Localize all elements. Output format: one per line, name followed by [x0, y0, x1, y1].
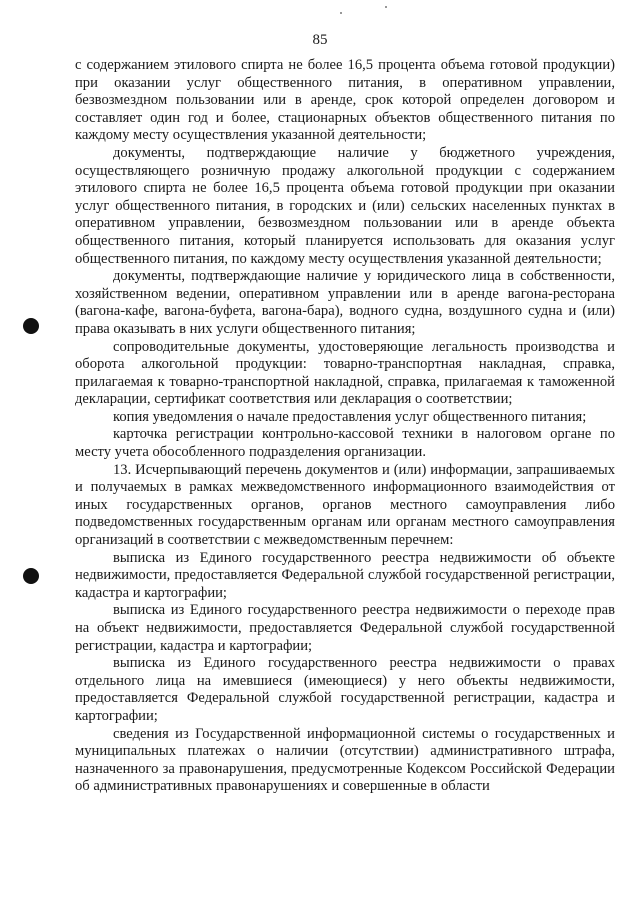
- paragraph: сопроводительные документы, удостоверяющие легальность производства и оборота алкогольной продукции: товарно-транспортная накладная, справка, прилагаемая к товарно-транспортной накладной, справка, прилагаемая к таможенной декларации, сертификат соответствия или декларация о соответствии;: [75, 338, 615, 408]
- paragraph: выписка из Единого государственного реестра недвижимости об объекте недвижимости, предоставляется Федеральной службой государственной регистрации, кадастра и картографии;: [75, 549, 615, 601]
- paragraph: выписка из Единого государственного реестра недвижимости о правах отдельного лица на имевшиеся (имеющиеся) у него объекты недвижимости, предоставляется Федеральной службой государственной регистрации, кадастра и картографии;: [75, 655, 615, 724]
- page-number: 85: [312, 32, 328, 48]
- paragraph: документы, подтверждающие наличие у юридического лица в собственности, хозяйственном ведении, оперативном управлении или в аренде вагона-ресторана (вагона-кафе, вагона-буфета, вагона-бара), водного судна, воздушного судна и (или) права оказывать в них услуги общественного питания;: [75, 268, 615, 337]
- paragraph: 13. Исчерпывающий перечень документов и (или) информации, запрашиваемых и получаемых в рамках межведомственного информационного взаимодействия от иных государственных органов, органов местного самоуправления либо подведомственных государственным органам или органам местного самоуправления организаций в соответствии с межведомственным перечнем:: [75, 461, 615, 549]
- punch-hole-bottom: [23, 568, 39, 584]
- paragraph: документы, подтверждающие наличие у бюджетного учреждения, осуществляющего розничную продажу алкогольной продукции с содержанием этилового спирта не более 16,5 процента объема готовой продукции при оказании услуг общественного питания, в городских и (или) сельских населенных пунктах в оперативном управлении, безвозмездном пользовании или в аренде объекта общественного питания, который планируется использовать для оказания услуг общественного питания, по каждому месту осуществления указанной деятельности;: [75, 144, 615, 267]
- punch-hole-top: [23, 318, 39, 334]
- paragraph: с содержанием этилового спирта не более 16,5 процента объема готовой продукции) при оказании услуг общественного питания, в оперативном управлении, безвозмездном пользовании или в аренде, срок которой определен договором и составляет один год и более, стационарных объектов общественного питания по каждому месту осуществления указанной деятельности;: [75, 57, 615, 144]
- paragraph: копия уведомления о начале предоставления услуг общественного питания;: [113, 408, 587, 425]
- paragraph: сведения из Государственной информационной системы о государственных и муниципальных платежах о наличии (отсутствии) административного штрафа, назначенного за правонарушения, предусмотренные Кодексом Российской Федерации об административных правонарушениях и совершенные в области: [75, 725, 615, 795]
- paragraph: выписка из Единого государственного реестра недвижимости о переходе прав на объект недвижимости, предоставляется Федеральной службой государственной регистрации, кадастра и картографии;: [75, 602, 615, 654]
- paragraph: карточка регистрации контрольно-кассовой техники в налоговом органе по месту учета обособленного подразделения организации.: [75, 426, 615, 461]
- scan-speck: [340, 12, 342, 14]
- scan-speck: [385, 6, 387, 8]
- document-body: [75, 57, 615, 796]
